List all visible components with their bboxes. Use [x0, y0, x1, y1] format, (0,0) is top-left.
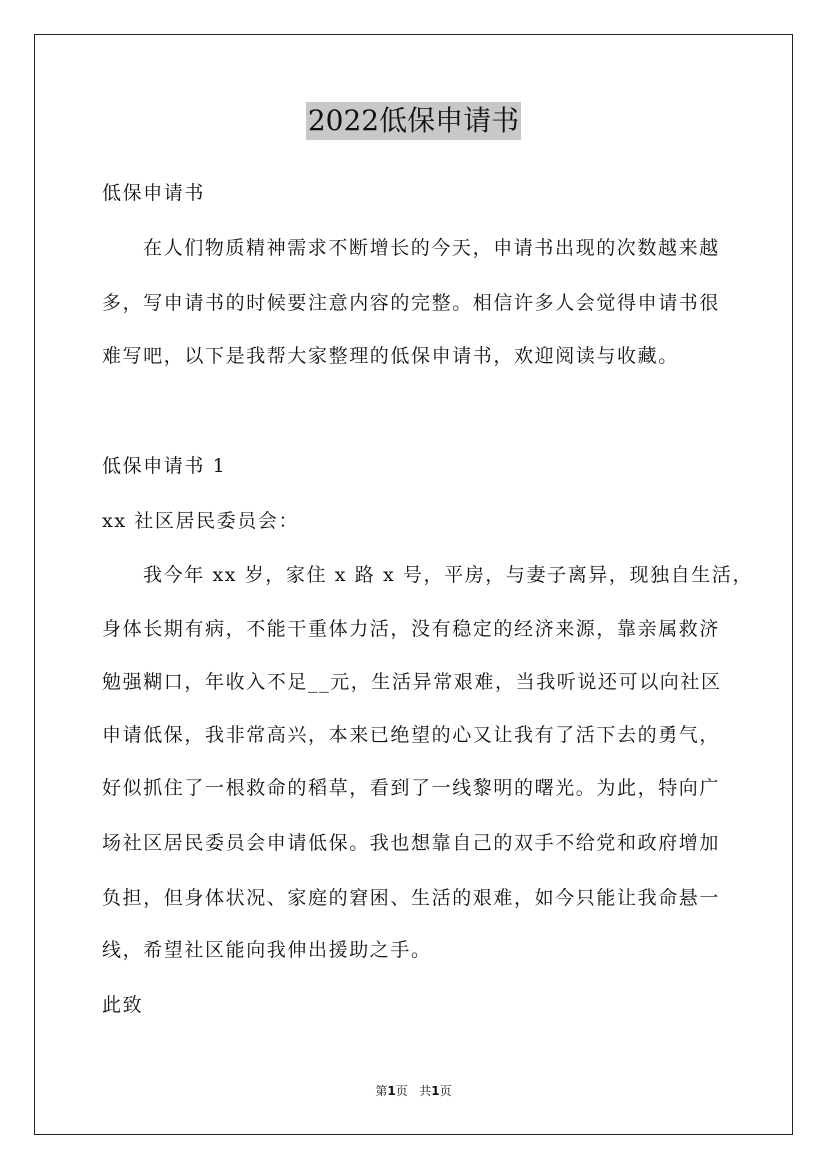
- footer-page-prefix: 第: [375, 1084, 388, 1098]
- body-line: 线，希望社区能向我伸出援助之手。: [102, 939, 432, 961]
- intro-line: 在人们物质精神需求不断增长的今天，申请书出现的次数越来越: [143, 237, 720, 259]
- page-footer: [0, 1083, 827, 1099]
- intro-line: 难写吧，以下是我帮大家整理的低保申请书，欢迎阅读与收藏。: [102, 345, 679, 367]
- body-line: 场社区居民委员会申请低保。我也想靠自己的双手不给党和政府增加: [102, 832, 721, 854]
- body-line: 我今年 xx 岁，家住 x 路 x 号，平房，与妻子离异，现独自生活，: [143, 564, 754, 586]
- document-heading: 低保申请书: [102, 182, 206, 204]
- footer-total-prefix: 共: [419, 1084, 432, 1098]
- body-line: 申请低保，我非常高兴，本来已绝望的心又让我有了活下去的勇气，: [102, 724, 721, 746]
- body-line: 好似抓住了一根救命的稻草，看到了一线黎明的曙光。为此，特向广: [102, 777, 721, 799]
- closing: 此致: [102, 994, 144, 1016]
- intro-line: 多，写申请书的时候要注意内容的完整。相信许多人会觉得申请书很: [102, 292, 721, 314]
- title-container: [0, 102, 827, 140]
- body-line: 身体长期有病，不能干重体力活，没有稳定的经济来源，靠亲属救济: [102, 618, 721, 640]
- document-title: 2022低保申请书: [306, 102, 521, 140]
- footer-total-suffix: 页: [439, 1084, 452, 1098]
- footer-page-number: 1: [387, 1084, 396, 1098]
- body-line: 勉强糊口，年收入不足__元，生活异常艰难，当我听说还可以向社区: [102, 671, 722, 693]
- footer-total-pages: 1: [431, 1084, 440, 1098]
- body-line: 负担，但身体状况、家庭的窘困、生活的艰难，如今只能让我命悬一: [102, 887, 721, 909]
- salutation: xx 社区居民委员会：: [102, 510, 300, 532]
- section-title: 低保申请书 1: [102, 455, 227, 477]
- footer-page-suffix: 页: [395, 1084, 408, 1098]
